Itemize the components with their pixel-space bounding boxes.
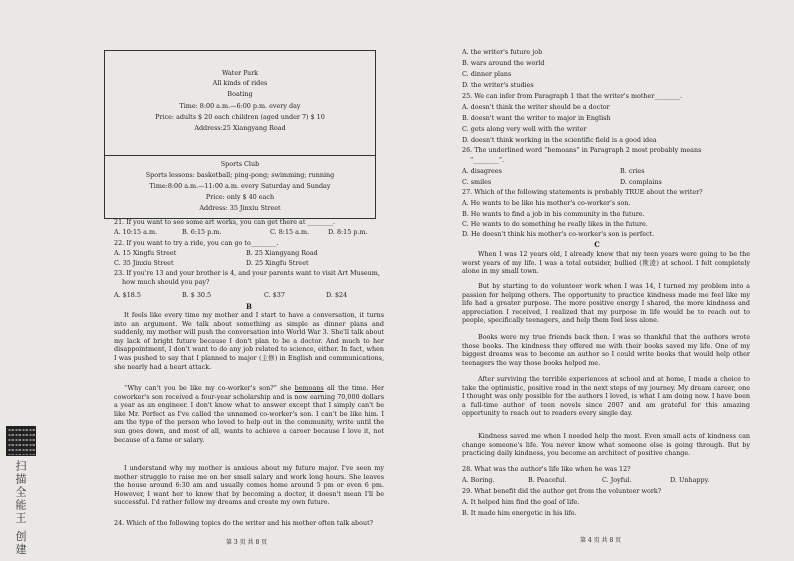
- passage-b-p2-post: all the time. Her coworker's son received a four-year scholarship and is now earning 70,000 dollars a year as an engineer. I don't know what to answer except that I simply can't be like Mr. Perfect as I've called the unnamed co-worker's son. I can't be like him. I am the type of the person who loved to help out in the community, write until the sun goes down, and most of all, wants to achieve a career because I love it, not because of a fame or salary.: [114, 384, 385, 444]
- scanner-brand-label: 扫描全能王 创建: [14, 460, 27, 557]
- ads-box: [104, 50, 376, 219]
- water-park-title: Water Park: [221, 69, 258, 77]
- q21-option-b: B. 6:15 p.m.: [182, 228, 222, 236]
- water-park-time: Time: 8:00 a.m.—6:00 p.m. every day: [179, 102, 301, 110]
- q24-option-d: D. the writer's studies: [462, 81, 534, 89]
- q28-option-d: D. Unhappy.: [670, 476, 710, 484]
- q22-stem: 22. If you want to try a ride, you can go to________.: [114, 239, 279, 247]
- passage-c-paragraph-3: Books were my true friends back then. I was so thankful that the authors wrote those books. The kindness they offered me with their books saved my life. One of my biggest dreams was to become an author so I could write books that would help other teenagers the way those books helped me.: [462, 333, 750, 367]
- q23-option-d: D. $24: [326, 291, 348, 299]
- underlined-word-bemoans: bemoans: [294, 384, 324, 392]
- q28-option-a: A. Boring.: [462, 476, 495, 484]
- q28-stem: 28. What was the author's life like when he was 12?: [462, 465, 631, 473]
- q29-option-a: A. It helped him find the goal of life.: [462, 498, 580, 506]
- passage-b-paragraph-3: I understand why my mother is anxious about my future major. I've seen my mother struggle to raise me on her small salary and work long hours. She leaves the house around 6:30 am and usually comes home around 5 pm or even 6 pm. However, I want her to know that by becoming a doctor, it doesn't mean I'll be successful. I'd rather follow my dreams and create my own future.: [114, 464, 384, 507]
- q24-stem: 24. Which of the following topics do the writer and his mother often talk about?: [114, 519, 374, 527]
- page-footer-left: 第 3 页 共 8 页: [226, 539, 268, 546]
- q23-stem-line2: how much should you pay?: [122, 278, 210, 286]
- q27-option-b: B. He wants to find a job in his community in the future.: [462, 210, 645, 218]
- sports-club-time: Time:8:00 a.m.—11:00 a.m. every Saturday and Sunday: [149, 182, 331, 190]
- q24-option-b: B. wars around the world: [462, 59, 545, 67]
- q26-option-d: D. complains: [620, 178, 662, 186]
- passage-b-p2-pre: “Why can't you be like my co-worker's son?” she: [124, 384, 295, 392]
- q25-option-c: C. gets along very well with the writer: [462, 125, 587, 133]
- q28-option-c: C. Joyful.: [602, 476, 632, 484]
- passage-c-paragraph-4: After surviving the terrible experiences at school and at home, I made a choice to take the optimistic, positive road in the next steps of my journey. My dream career, one I thought was only possible for the authors I loved, is what I am doing now. I have been a full-time author of teen novels since 2007 and am grateful for this amazing opportunity to reach out to readers every single day.: [462, 375, 750, 418]
- q29-option-b: B. It made him energetic in his life.: [462, 509, 577, 517]
- sports-club-price: Price: only $ 40 each: [205, 193, 275, 201]
- water-park-line1: All kinds of rides: [212, 79, 268, 87]
- section-b-heading: B: [246, 302, 252, 311]
- q25-option-a: A. doesn't think the writer should be a doctor: [462, 103, 610, 111]
- q21-stem: 21. If you want to see some art works, you can get there at ________.: [114, 218, 336, 226]
- sports-club-address: Address: 35 Jinxiu Street: [199, 204, 281, 212]
- q22-option-c: C. 35 Jinxiu Street: [114, 259, 174, 267]
- q21-option-a: A. 10:15 a.m.: [114, 228, 158, 236]
- page-footer-right: 第 4 页 共 8 页: [580, 537, 622, 544]
- q24-option-c: C. dinner plans: [462, 70, 512, 78]
- water-park-address: Address:25 Xiangyang Road: [194, 124, 286, 132]
- q26-stem-line1: 26. The underlined word “bemoans” in Paragraph 2 most probably means: [462, 146, 702, 154]
- q27-option-a: A. He wants to be like his mother's co-worker's son.: [462, 199, 631, 207]
- q27-option-c: C. He wants to do something he really likes in the future.: [462, 220, 648, 228]
- water-park-price: Price: adults $ 20 each children (aged under 7) $ 10: [155, 113, 325, 121]
- q25-stem: 25. We can infer from Paragraph 1 that the writer's mother________.: [462, 92, 682, 100]
- q27-stem: 27. Which of the following statements is probably TRUE about the writer?: [462, 188, 703, 196]
- q25-option-d: D. doesn't think working in the scientific field is a good idea: [462, 136, 657, 144]
- water-park-line2: Boating: [227, 90, 253, 98]
- qr-code-icon: [6, 426, 36, 456]
- passage-c-paragraph-2: But by starting to do volunteer work when I was 14, I turned my problem into a passion for helping others. The opportunity to practice kindness made me feel like my life had a greater purpose. The more positive energy I shared, the more kindness and appreciation I received, I realized that my purpose in life would be to reach out to people, specifically teenagers, and help them feel less alone.: [462, 282, 750, 325]
- q23-stem-line1: 23. If you're 13 and your brother is 4, and your parents want to visit Art Museum,: [114, 269, 380, 277]
- q25-option-b: B. doesn't want the writer to major in English: [462, 114, 611, 122]
- left-page: [96, 0, 386, 561]
- q22-option-b: B. 25 Xiangyang Road: [246, 249, 318, 257]
- sports-club-title: Sports Club: [220, 160, 260, 168]
- q26-stem-line2: “________”.: [470, 156, 505, 164]
- right-page: [462, 0, 752, 561]
- q23-option-b: B. $ 30.5: [182, 291, 212, 299]
- q28-option-b: B. Peaceful.: [528, 476, 567, 484]
- q29-stem: 29. What benefit did the author get from the volunteer work?: [462, 487, 662, 495]
- sports-club-lessons: Sports lessons: basketball; ping-pong; swimming; running: [145, 171, 335, 179]
- q26-option-a: A. disagrees: [462, 167, 502, 175]
- section-c-heading: C: [594, 240, 600, 249]
- q27-option-d: D. He doesn't think his mother's co-worker's son is perfect.: [462, 230, 655, 238]
- passage-b-paragraph-2: [114, 384, 384, 444]
- passage-b-paragraph-1: It feels like every time my mother and I start to have a conversation, it turns into an argument. We talk about something as simple as dinner plans and suddenly, my mother will push the conversation into World War 3. She'll talk about my lack of bright future because I don't plan to be a doctor. And much to her disappointment, I don't want to do any job related to science, either. In fact, when I was pushed to say that I planned to major (主修) in English and communications, she nearly had a heart attack.: [114, 311, 384, 371]
- passage-c-paragraph-5: Kindness saved me when I needed help the most. Even small acts of kindness can change someone's life. You never know what someone else is going through. But by practicing daily kindness, you become an architect of positive change.: [462, 432, 750, 458]
- q23-option-c: C. $37: [264, 291, 285, 299]
- q22-option-a: A. 15 Xingfu Street: [114, 249, 177, 257]
- q26-option-c: C. smiles: [462, 178, 492, 186]
- q26-option-b: B. cries: [620, 167, 645, 175]
- q21-option-d: D. 8:15 p.m.: [328, 228, 368, 236]
- q22-option-d: D. 25 Xingfu Street: [246, 259, 309, 267]
- q23-option-a: A. $18.5: [114, 291, 141, 299]
- q21-option-c: C. 8:15 a.m.: [270, 228, 310, 236]
- ads-divider: [105, 155, 375, 156]
- passage-c-paragraph-1: When I was 12 years old, I already knew that my teen years were going to be the worst years of my life. I was a total outsider, bullied (欺凌) at school. I felt completely alone in my small town.: [462, 250, 750, 276]
- q24-option-a: A. the writer's future job: [462, 48, 543, 56]
